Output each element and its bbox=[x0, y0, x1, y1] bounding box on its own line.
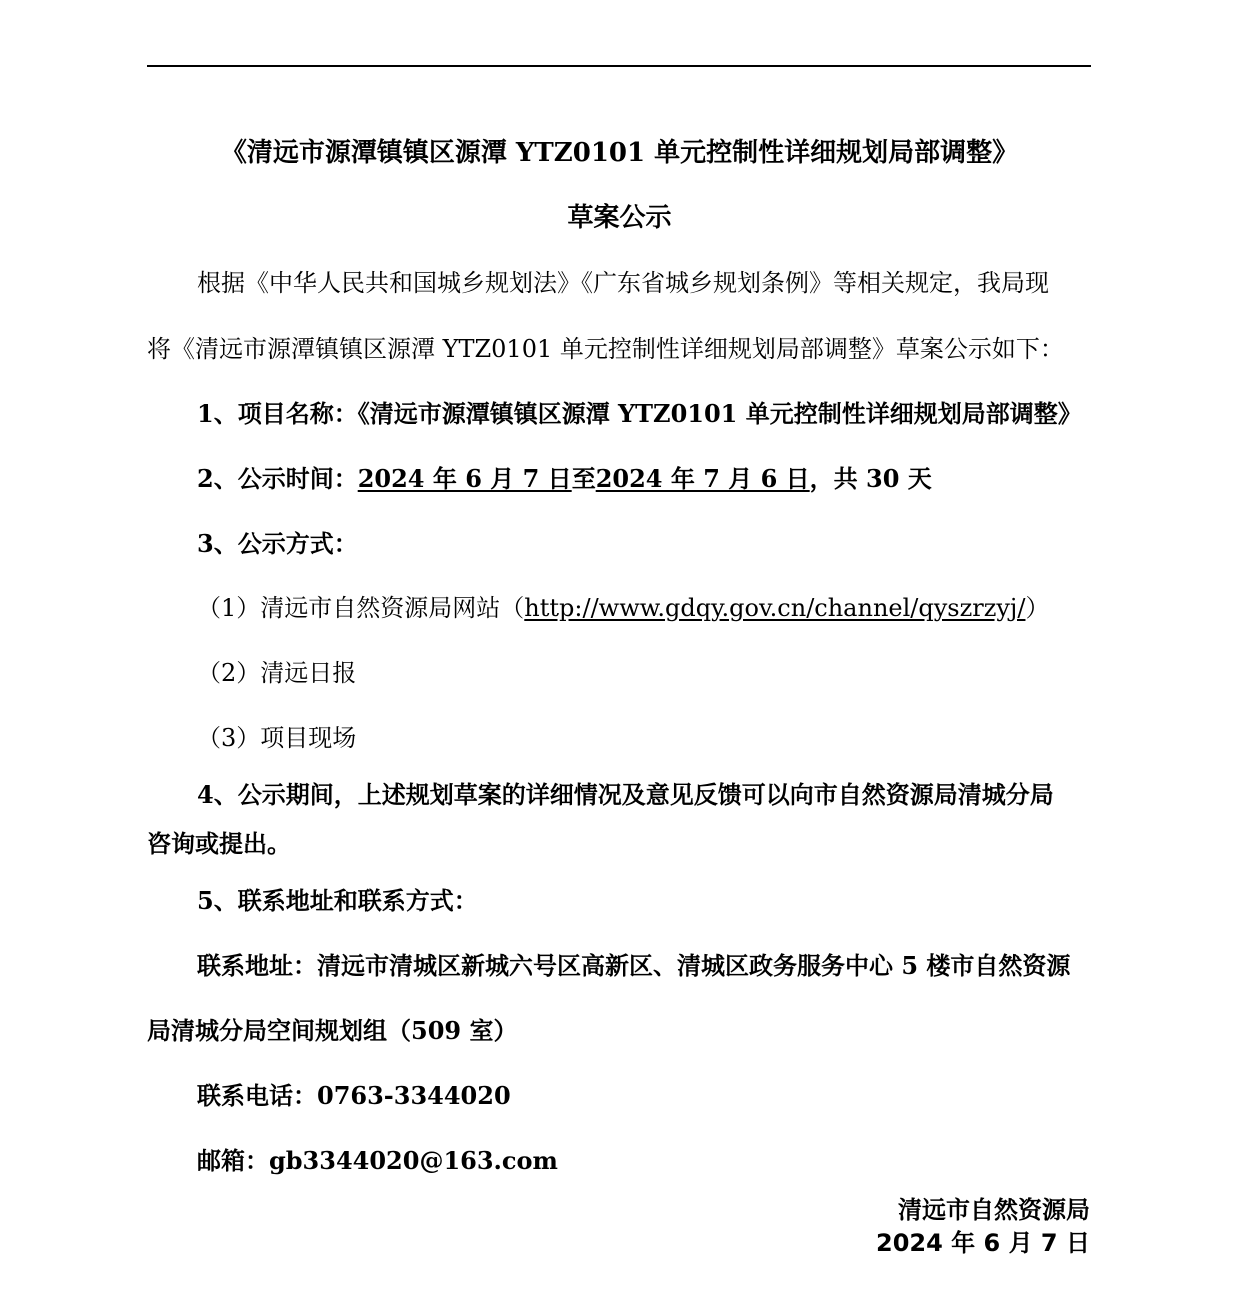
intro-line-2: 将《清远市源潭镇镇区源潭 YTZ0101 单元控制性详细规划局部调整》草案公示如下： bbox=[147, 335, 1064, 363]
contact-email: 邮箱：gb3344020@163.com bbox=[197, 1146, 558, 1175]
item-contact-label: 5、联系地址和联系方式： bbox=[197, 886, 478, 915]
notice-to: 至 bbox=[571, 464, 596, 493]
document-title: 《清远市源潭镇镇区源潭 YTZ0101 单元控制性详细规划局部调整》 bbox=[220, 138, 1019, 168]
method-website-suffix: ） bbox=[1025, 594, 1050, 622]
contact-address-line-1: 联系地址：清远市清城区新城六号区高新区、清城区政务服务中心 5 楼市自然资源 bbox=[197, 951, 1071, 980]
item-project-name: 1、项目名称：《清远市源潭镇镇区源潭 YTZ0101 单元控制性详细规划局部调整》 bbox=[197, 399, 1082, 428]
item-feedback-line-1: 4、公示期间，上述规划草案的详细情况及意见反馈可以向市自然资源局清城分局 bbox=[197, 780, 1054, 809]
website-link[interactable]: http://www.gdqy.gov.cn/channel/qyszrzyj/ bbox=[524, 594, 1026, 622]
method-website-prefix: （1）清远市自然资源局网站（ bbox=[197, 594, 525, 622]
contact-phone: 联系电话：0763-3344020 bbox=[197, 1081, 511, 1110]
item-notice-method: 3、公示方式： bbox=[197, 529, 358, 558]
method-website bbox=[197, 593, 1049, 623]
notice-period-label: 2、公示时间： bbox=[197, 464, 358, 493]
notice-start-date: 2024 年 6 月 7 日 bbox=[357, 464, 572, 493]
contact-address-line-2: 局清城分局空间规划组（509 室） bbox=[147, 1016, 518, 1045]
method-site: （3）项目现场 bbox=[197, 724, 357, 752]
header-rule bbox=[147, 65, 1091, 67]
signature-date: 2024 年 6 月 7 日 bbox=[876, 1229, 1090, 1257]
item-feedback-line-2: 咨询或提出。 bbox=[147, 829, 291, 858]
signature-org: 清远市自然资源局 bbox=[898, 1196, 1090, 1224]
notice-duration: ，共 30 天 bbox=[809, 464, 932, 493]
notice-end-date: 2024 年 7 月 6 日 bbox=[595, 464, 810, 493]
method-newspaper: （2）清远日报 bbox=[197, 659, 357, 687]
item-notice-period bbox=[197, 464, 932, 494]
intro-line-1: 根据《中华人民共和国城乡规划法》《广东省城乡规划条例》等相关规定，我局现 bbox=[197, 269, 1049, 297]
document-subtitle: 草案公示 bbox=[567, 203, 672, 233]
